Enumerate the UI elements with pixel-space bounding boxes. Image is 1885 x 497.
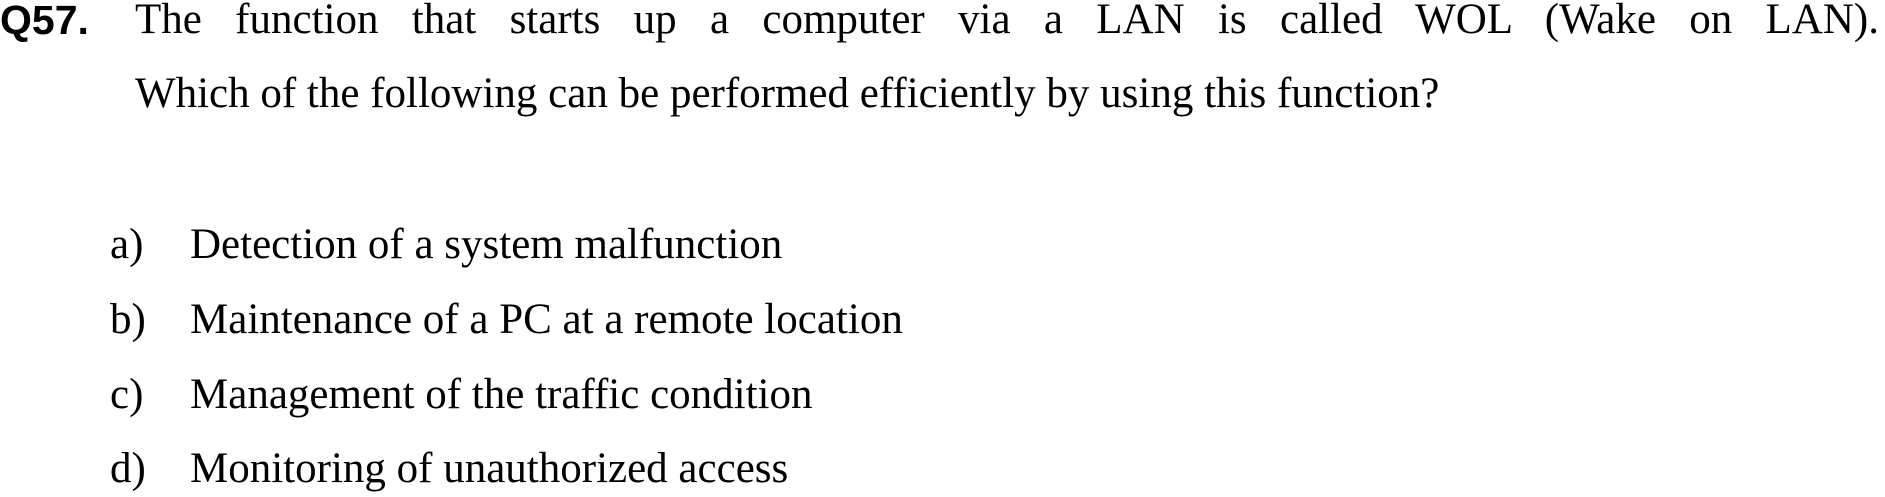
question-number: Q57. [0,0,89,43]
question-text-line-2: Which of the following can be performed efficiently by using this function? [135,70,1440,117]
option-text: Detection of a system malfunction [190,221,783,268]
option-letter: d) [110,445,146,492]
option-letter: b) [110,296,146,343]
option-text: Maintenance of a PC at a remote location [190,296,903,343]
option-letter: a) [110,221,144,268]
option-text: Management of the traffic condition [190,371,813,418]
option-letter: c) [110,371,144,418]
option-text: Monitoring of unauthorized access [190,445,789,492]
question-text-line-1: The function that starts up a computer via a LAN is called WOL (Wake on LAN). [135,0,1879,43]
